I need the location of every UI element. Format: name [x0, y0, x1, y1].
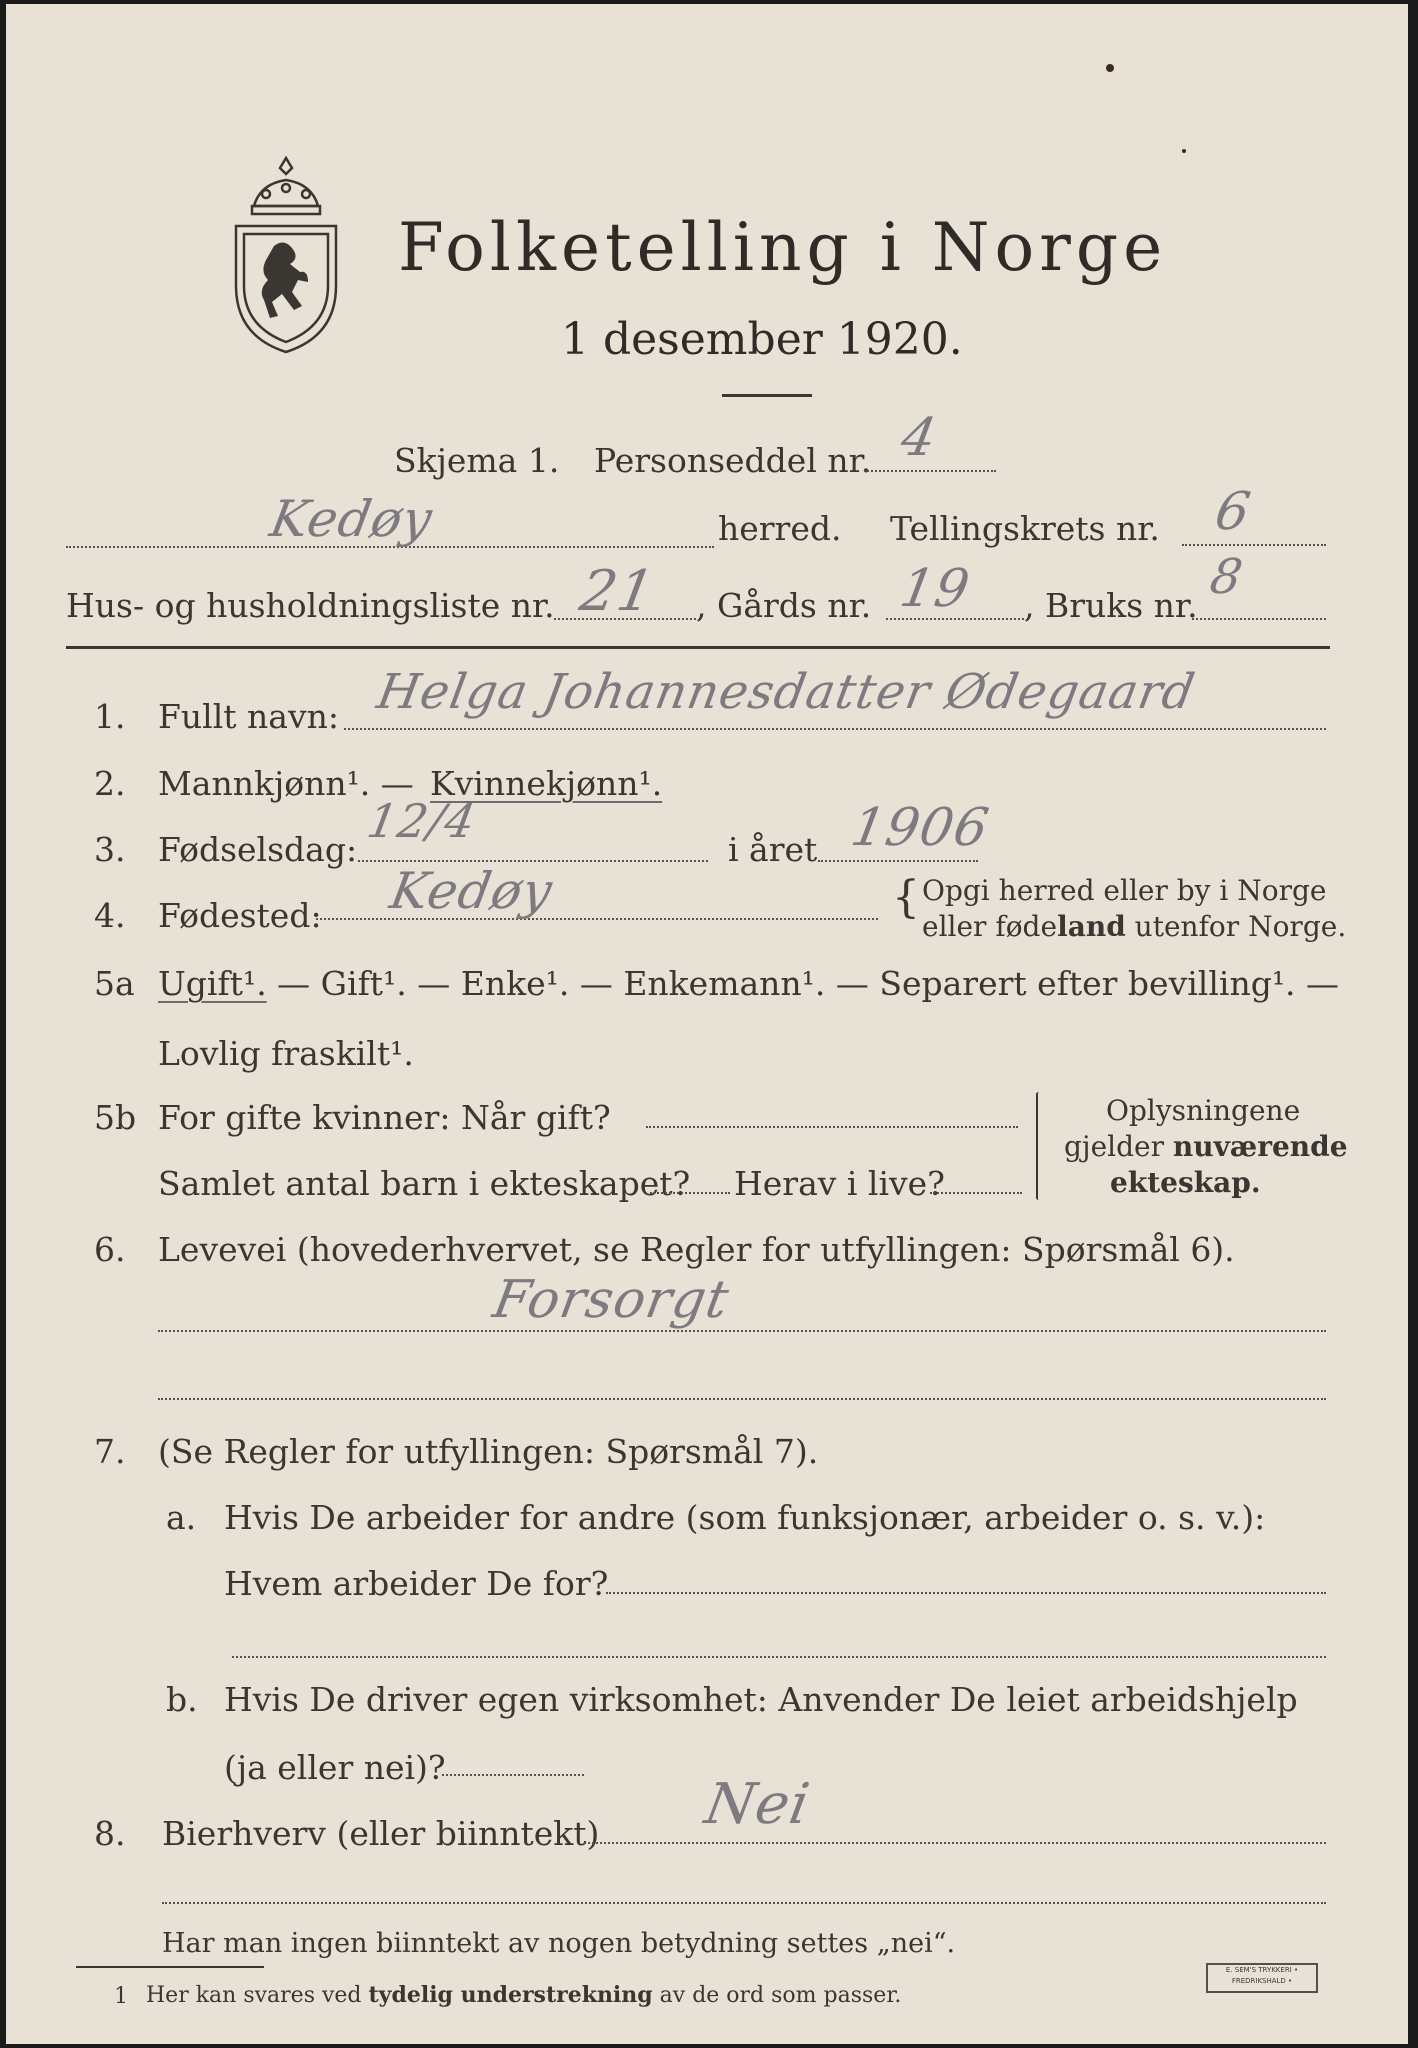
q5b-number: 5b — [94, 1098, 137, 1137]
q3-number: 3. — [94, 830, 126, 869]
q5a-ugift-option: Ugift¹. — [158, 964, 267, 1003]
q3-label: Fødselsdag: — [158, 830, 358, 869]
q5b-label-alive: Herav i live? — [734, 1164, 945, 1203]
q6-value: Forsorgt — [488, 1270, 734, 1330]
q7a-line-2 — [232, 1656, 1326, 1658]
personseddel-label: Personseddel nr. — [594, 441, 872, 480]
q7-number: 7. — [94, 1432, 126, 1471]
q1-label: Fullt navn: — [158, 697, 339, 736]
q1-number: 1. — [94, 697, 126, 736]
q1-value: Helga Johannesdatter Ødegaard — [373, 664, 1200, 720]
hus-label: Hus- og husholdningsliste nr. — [66, 586, 555, 625]
q3-year-value: 1906 — [846, 798, 994, 858]
q2-female-option: Kvinnekjønn¹. — [430, 764, 663, 803]
q6-number: 6. — [94, 1230, 126, 1269]
q5b-alive-line — [930, 1192, 1022, 1194]
footnote-text: Her kan svares ved tydelig understrekning av de ord som passer. — [146, 1982, 902, 2008]
q7b-letter: b. — [166, 1680, 198, 1719]
q7b-line — [442, 1774, 584, 1776]
tellingskrets-line — [1182, 544, 1326, 546]
q2-male-option: Mannkjønn¹. — — [158, 764, 414, 803]
bruks-label: , Bruks nr. — [1024, 586, 1198, 625]
tellingskrets-label: Tellingskrets nr. — [890, 509, 1160, 548]
footnote-rule — [76, 1966, 264, 1968]
title-divider — [722, 394, 812, 397]
q5b-label-children: Samlet antal barn i ekteskapet? — [158, 1164, 691, 1203]
q6-label: Levevei (hovederhvervet, se Regler for utfyllingen: Spørsmål 6). — [158, 1230, 1235, 1269]
q7-label: (Se Regler for utfyllingen: Spørsmål 7). — [158, 1432, 819, 1471]
q8-label: Bierhverv (eller biinntekt) — [162, 1814, 600, 1853]
q5a-option-fraskilt: Lovlig fraskilt¹. — [158, 1034, 414, 1073]
q3-value: 12/4 — [363, 794, 481, 848]
herred-label: herred. — [718, 509, 842, 548]
q8-note: Har man ingen biinntekt av nogen betydning settes „nei“. — [162, 1928, 956, 1959]
q5a-options — [158, 964, 1339, 1003]
ink-speck — [1106, 64, 1114, 72]
q3-year-label: i året — [728, 830, 818, 869]
q5b-note-line3: ekteskap. — [1110, 1166, 1261, 1199]
q7a-line-1 — [606, 1592, 1326, 1594]
q8-line-1 — [584, 1842, 1326, 1844]
census-form-page — [6, 4, 1408, 2044]
ink-speck-small — [1182, 149, 1186, 153]
skjema-label: Skjema 1. — [394, 441, 560, 480]
q8-value: Nei — [700, 1772, 815, 1837]
hus-value: 21 — [575, 559, 660, 624]
personseddel-value: 4 — [896, 408, 942, 468]
q4-note-line1: Opgi herred eller by i Norge — [922, 874, 1327, 907]
q7a-label-line1: Hvis De arbeider for andre (som funksjonær, arbeider o. s. v.): — [224, 1498, 1266, 1537]
bruks-value: 8 — [1206, 549, 1248, 605]
herred-value: Kedøy — [265, 490, 438, 548]
norwegian-coat-of-arms-icon — [226, 154, 346, 354]
q4-brace: { — [892, 872, 920, 923]
q4-number: 4. — [94, 896, 126, 935]
gards-value: 19 — [895, 559, 975, 619]
q8-line-2 — [162, 1902, 1326, 1904]
personseddel-line — [864, 470, 996, 472]
q4-label: Fødested: — [158, 896, 322, 935]
form-title: Folketelling i Norge — [398, 209, 1168, 286]
q4-value: Kedøy — [385, 862, 558, 920]
gards-label: , Gårds nr. — [696, 586, 872, 625]
q5b-note-line2: gjelder nuværende — [1064, 1130, 1348, 1163]
q5b-married-line — [646, 1126, 1018, 1128]
q6-line-2 — [158, 1398, 1326, 1400]
q5b-bracket — [1036, 1092, 1041, 1200]
q2-number: 2. — [94, 764, 126, 803]
q5a-other-options: — Gift¹. — Enke¹. — Enkemann¹. — Separert efter bevilling¹. — — [266, 964, 1340, 1003]
q5a-number: 5a — [94, 964, 135, 1003]
tellingskrets-value: 6 — [1210, 482, 1256, 542]
q7b-label-line1: Hvis De driver egen virksomhet: Anvender De leiet arbeidshjelp — [224, 1680, 1298, 1719]
q7a-label-line2: Hvem arbeider De for? — [224, 1564, 609, 1603]
q7b-label-line2: (ja eller nei)? — [224, 1748, 446, 1787]
q7a-letter: a. — [166, 1498, 197, 1537]
q5b-note-line1: Oplysningene — [1106, 1094, 1301, 1127]
header-rule — [66, 646, 1330, 649]
q5b-label-married: For gifte kvinner: Når gift? — [158, 1098, 611, 1137]
footnote-marker: 1 — [114, 1984, 128, 2009]
q5b-children-line — [650, 1192, 730, 1194]
q1-line — [344, 728, 1326, 730]
census-date: 1 desember 1920. — [561, 314, 963, 365]
q6-line-1 — [158, 1330, 1326, 1332]
q8-number: 8. — [94, 1814, 126, 1853]
bruks-line — [1192, 618, 1326, 620]
q4-note-line2: eller fødeland utenfor Norge. — [922, 910, 1347, 943]
q3-year-line — [818, 860, 978, 862]
printer-mark: E. SEM'S TRYKKERI • FREDRIKSHALD • — [1206, 1963, 1318, 1993]
